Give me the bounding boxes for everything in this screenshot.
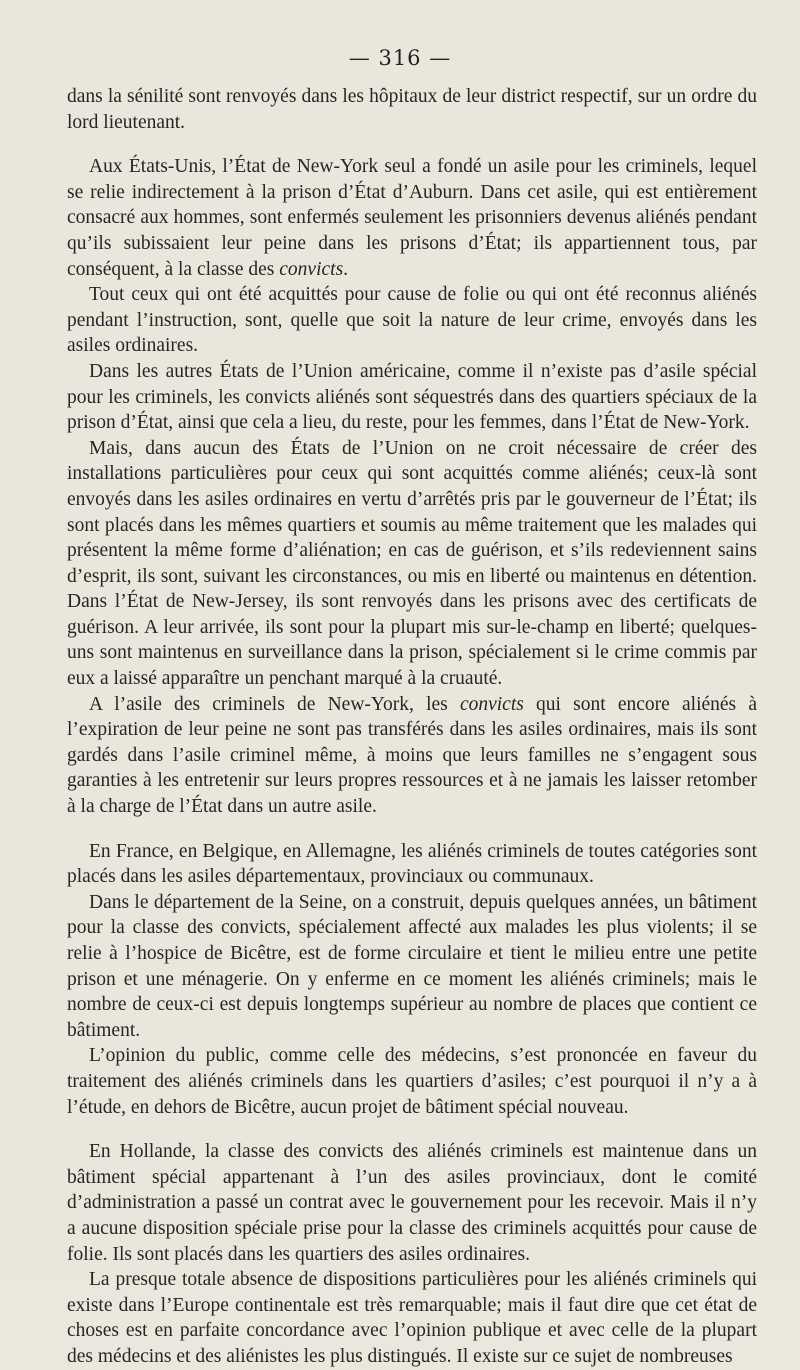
paragraph-text: Dans les autres États de l’Union américaine, comme il n’existe pas d’asile spécial pour les criminels, les convicts aliénés sont séquestrés dans des quartiers spéciaux de la prison d’État, ainsi que cela a lieu, du reste, pour les femmes, dans l’État de New-York. xyxy=(67,360,757,434)
paragraph-text: En France, en Belgique, en Allemagne, les aliénés criminels de toutes catégories sont placés dans les asiles départementaux, provinciaux ou communaux. xyxy=(67,840,757,888)
paragraph-text: A l’asile des criminels de New-York, les xyxy=(89,693,460,715)
paragraph-text: L’opinion du public, comme celle des médecins, s’est prononcée en faveur du traitement des aliénés criminels dans les quartiers d’asiles; c’est pourquoi il n’y a à l’étude, en dehors de Bicêtre, aucun projet de bâtiment spécial nouveau. xyxy=(67,1045,757,1118)
paragraph-6 xyxy=(67,692,757,820)
paragraph-8 xyxy=(67,890,757,1044)
paragraph-text: La presque totale absence de dispositions particulières pour les aliénés criminels qui existe dans l’Europe continentale est très remarquable; mais il faut dire que cet état de choses est en parfaite concordance avec l’opinion publique et avec celle de la plupart des médecins et des aliénistes les plus distingués. Il existe sur ce sujet de nombreuses xyxy=(67,1269,757,1367)
paragraph-3 xyxy=(67,282,757,359)
paragraph-1 xyxy=(67,84,757,135)
paragraph-5 xyxy=(67,436,757,692)
paragraph-2 xyxy=(67,154,757,282)
paragraph-11 xyxy=(67,1267,757,1369)
paragraph-text: En Hollande, la classe des convicts des aliénés criminels est maintenue dans un bâtiment spécial appartenant à l’un des asiles provinciaux, dont le comité d’administration a passé un contrat avec le gouvernement pour les recevoir. Mais il n’y a aucune disposition spéciale prise pour la classe des criminels acquittés pour cause de folie. Ils sont placés dans les quartiers des asiles ordinaires. xyxy=(67,1141,757,1265)
paragraph-7 xyxy=(67,839,757,890)
page-number-header: — 316 — xyxy=(348,46,452,70)
italic-term: convicts xyxy=(279,258,344,280)
paragraph-text: Dans le département de la Seine, on a construit, depuis quelques années, un bâtiment pour la classe des convicts, spécialement affecté aux malades les plus violents; il se relie à l’hospice de Bicêtre, est de forme circulaire et tient le milieu entre une petite prison et une ménagerie. On y enferme en ce moment les aliénés criminels; mais le nombre de ceux-ci est depuis longtemps supérieur au nombre de places que contient ce bâtiment. xyxy=(67,891,757,1041)
body-text xyxy=(67,84,757,1370)
paragraph-text: Aux États-Unis, l’État de New-York seul a fondé un asile pour les criminels, lequel se relie indirectement à la prison d’État d’Auburn. Dans cet asile, qui est entièrement consacré aux hommes, sont enfermés seulement les prisonniers devenus aliénés pendant qu’ils subissaient leur peine dans les prisons d’État; ils appartiennent tous, par conséquent, à la classe des xyxy=(67,156,757,280)
paragraph-9 xyxy=(67,1043,757,1120)
paragraph-text: dans la sénilité sont renvoyés dans les hôpitaux de leur district respectif, sur un ordre du lord lieutenant. xyxy=(67,86,757,133)
paragraph-text: Tout ceux qui ont été acquittés pour cause de folie ou qui ont été reconnus aliénés pendant l’instruction, sont, quelle que soit la nature de leur crime, envoyés dans les asiles ordinaires. xyxy=(67,284,757,357)
paragraph-4 xyxy=(67,359,757,436)
paragraph-text: . xyxy=(343,258,349,280)
paragraph-text: Mais, dans aucun des États de l’Union on ne croit nécessaire de créer des installations particulières pour ceux qui sont acquittés comme aliénés; ceux-là sont envoyés dans les asiles ordinaires en vertu d’arrêtés pris par le gouverneur de l’État; ils sont placés dans les mêmes quartiers et soumis au même traitement que les malades qui présentent la même forme d’aliénation; en cas de guérison, et s’ils redeviennent sains d’esprit, ils sont, suivant les circonstances, ou mis en liberté ou maintenus en détention. Dans l’État de New-Jersey, ils sont renvoyés dans les prisons avec des certificats de guérison. A leur arrivée, ils sont pour la plupart mis sur-le-champ en liberté; quelques-uns sont maintenus en surveillance dans la prison, spécialement si le crime commis par eux a laissé apparaître un penchant marqué à la cruauté. xyxy=(67,437,757,690)
italic-term: convicts xyxy=(459,693,524,715)
paragraph-text: qui sont encore aliénés à l’expiration de leur peine ne sont pas transférés dans les asiles ordinaires, mais ils sont gardés dans l’asile criminel même, à moins que leurs familles ne s’engagent sous garanties à les entretenir sur leurs propres ressources et à ne jamais les laisser retomber à la charge de l’État dans un autre asile. xyxy=(67,693,757,818)
paragraph-10 xyxy=(67,1139,757,1267)
